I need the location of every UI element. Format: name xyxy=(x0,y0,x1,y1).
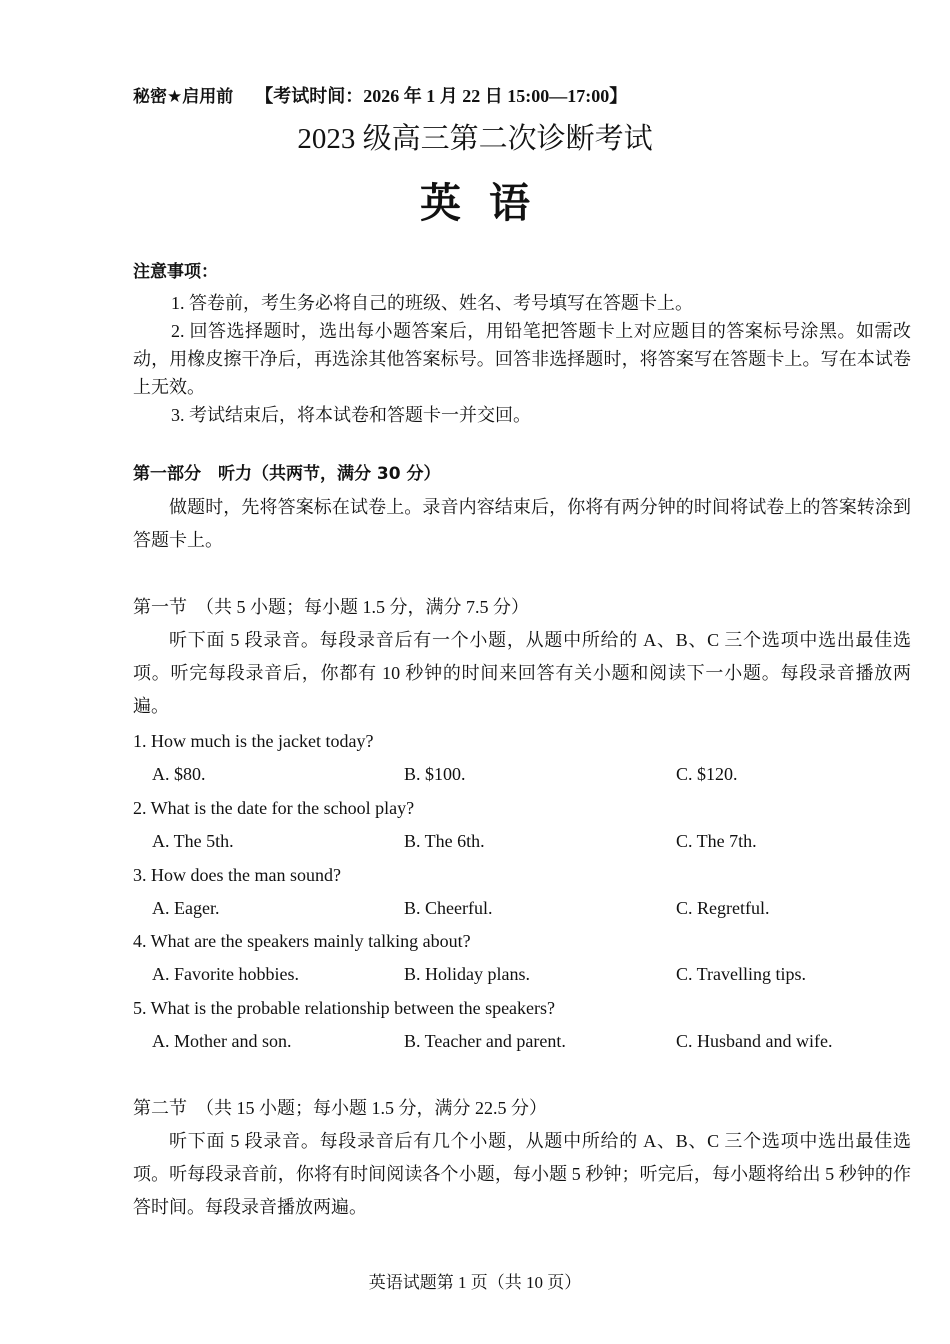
section1-intro: 听下面 5 段录音。每段录音后有一个小题，从题中所给的 A、B、C 三个选项中选出最佳选项。听完每段录音后，你都有 10 秒钟的时间来回答有关小题和阅读下一小题。每段录音播放两遍。 xyxy=(133,630,911,716)
option-b: B. Holiday plans. xyxy=(404,964,530,984)
exam-time: 【考试时间：2026 年 1 月 22 日 15:00—17:00】 xyxy=(255,86,628,106)
question-text: 4. What are the speakers mainly talking about? xyxy=(133,931,471,951)
part1-intro: 做题时，先将答案标在试卷上。录音内容结束后，你将有两分钟的时间将试卷上的答案转涂到答题卡上。 xyxy=(133,497,911,550)
section2-heading: 第二节 （共 15 小题；每小题 1.5 分，满分 22.5 分） xyxy=(133,1098,547,1118)
notes-block xyxy=(133,256,911,429)
option-a: A. Mother and son. xyxy=(152,1031,292,1051)
exam-title: 2023 级高三第二次诊断考试 xyxy=(297,123,653,155)
option-c: C. $120. xyxy=(676,764,738,784)
question-text: 1. How much is the jacket today? xyxy=(133,731,374,751)
option-c: C. Regretful. xyxy=(676,898,770,918)
option-c: C. Travelling tips. xyxy=(676,964,807,984)
section2-intro: 听下面 5 段录音。每段录音后有几个小题，从题中所给的 A、B、C 三个选项中选出最佳选项。听每段录音前，你将有时间阅读各个小题，每小题 5 秒钟；听完后，每小题将给出 5 秒钟的作答时间。每段录音播放两遍。 xyxy=(133,1131,911,1217)
secret-label: 秘密★启用前 xyxy=(133,87,234,107)
section2-block xyxy=(133,1092,911,1224)
option-b: B. Teacher and parent. xyxy=(404,1031,566,1051)
option-b: B. Cheerful. xyxy=(404,898,493,918)
option-a: A. Favorite hobbies. xyxy=(152,964,299,984)
option-c: C. Husband and wife. xyxy=(676,1031,833,1051)
option-a: A. The 5th. xyxy=(152,831,234,851)
option-b: B. The 6th. xyxy=(404,831,485,851)
note-item: 2. 回答选择题时，选出每小题答案后，用铅笔把答题卡上对应题目的答案标号涂黑。如需改动，用橡皮擦干净后，再选涂其他答案标号。回答非选择题时，将答案写在答题卡上。写在本试卷上无效。 xyxy=(133,321,911,397)
question-text: 2. What is the date for the school play? xyxy=(133,798,415,818)
subject-title: 英语 xyxy=(420,179,558,227)
option-c: C. The 7th. xyxy=(676,831,757,851)
part1-heading: 第一部分 听力（共两节，满分 30 分） xyxy=(133,464,441,484)
option-b: B. $100. xyxy=(404,764,466,784)
section1-block xyxy=(133,591,911,723)
notes-heading: 注意事项： xyxy=(133,262,218,282)
question-text: 5. What is the probable relationship between the speakers? xyxy=(133,998,556,1018)
option-a: A. Eager. xyxy=(152,898,220,918)
page-footer: 英语试题第 1 页（共 10 页） xyxy=(368,1273,582,1292)
header-line xyxy=(133,82,627,108)
note-item: 1. 答卷前，考生务必将自己的班级、姓名、考号填写在答题卡上。 xyxy=(171,293,693,313)
note-item: 3. 考试结束后，将本试卷和答题卡一并交回。 xyxy=(171,405,531,425)
part1-block xyxy=(133,458,911,557)
option-a: A. $80. xyxy=(152,764,206,784)
section1-heading: 第一节 （共 5 小题；每小题 1.5 分，满分 7.5 分） xyxy=(133,597,529,617)
question-text: 3. How does the man sound? xyxy=(133,865,341,885)
